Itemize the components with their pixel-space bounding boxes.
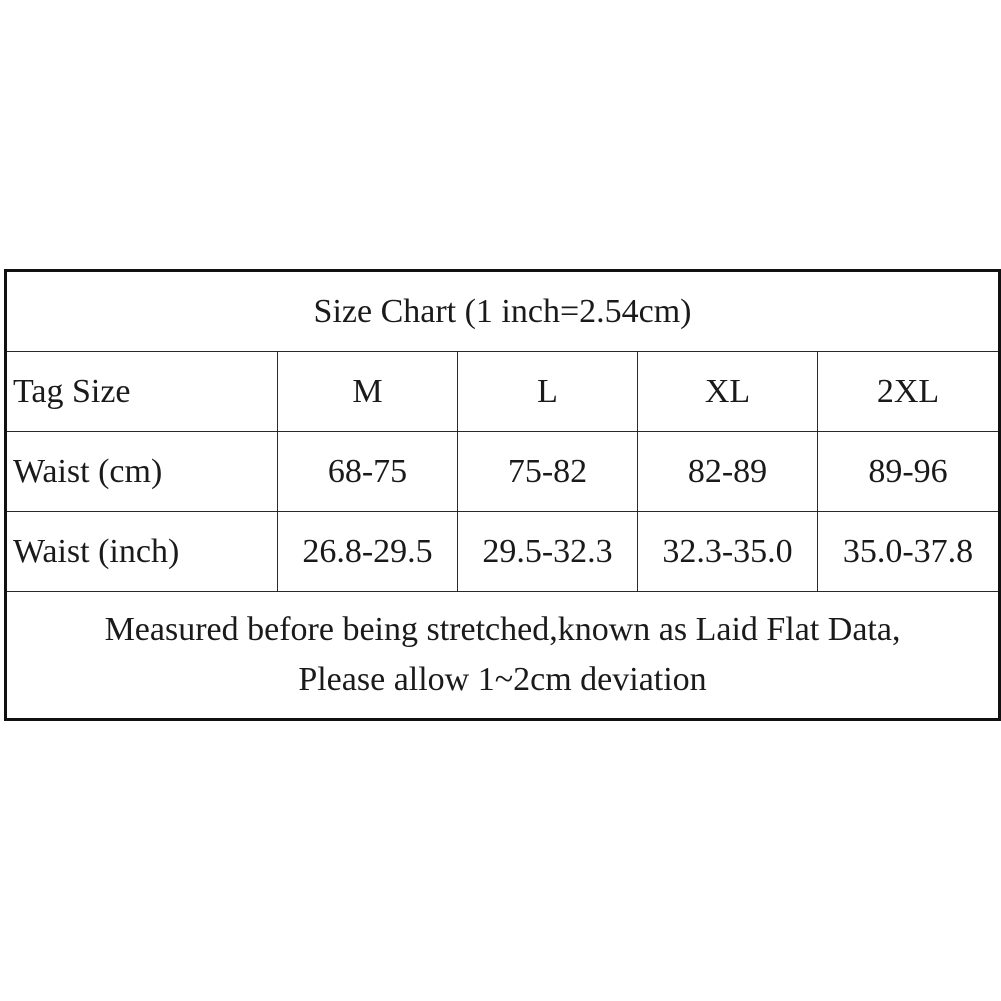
size-xl: XL [638,352,818,432]
tag-size-row [6,352,1000,432]
waist-inch-2xl: 35.0-37.8 [818,512,1000,592]
waist-cm-xl: 82-89 [638,432,818,512]
note-line-1: Measured before being stretched,known as Laid Flat Data, [104,611,901,648]
waist-inch-m: 26.8-29.5 [278,512,458,592]
size-m: M [278,352,458,432]
note-row [6,592,1000,720]
waist-inch-xl: 32.3-35.0 [638,512,818,592]
waist-cm-label: Waist (cm) [6,432,278,512]
waist-cm-m: 68-75 [278,432,458,512]
size-chart-table [4,269,1001,721]
waist-inch-row [6,512,1000,592]
note-line-2: Please allow 1~2cm deviation [298,661,707,698]
waist-cm-2xl: 89-96 [818,432,1000,512]
tag-size-label: Tag Size [6,352,278,432]
waist-inch-l: 29.5-32.3 [458,512,638,592]
size-2xl: 2XL [818,352,1000,432]
chart-title: Size Chart (1 inch=2.54cm) [6,271,1000,352]
size-l: L [458,352,638,432]
waist-cm-row [6,432,1000,512]
measurement-note [6,592,1000,720]
title-row [6,271,1000,352]
waist-inch-label: Waist (inch) [6,512,278,592]
waist-cm-l: 75-82 [458,432,638,512]
